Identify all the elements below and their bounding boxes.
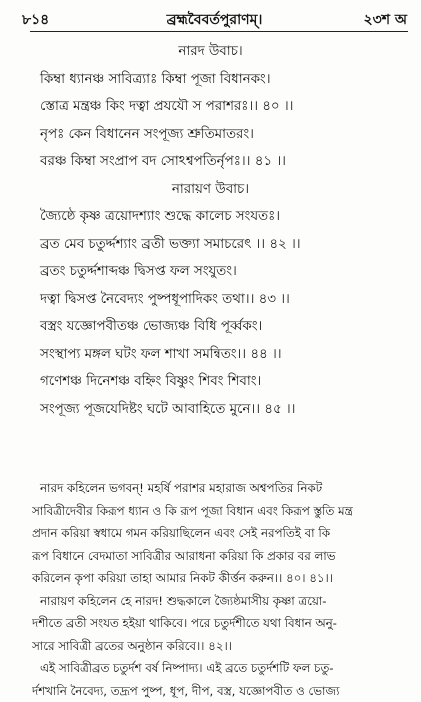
verse-line: বরঞ্চ কিম্বা সংপ্রাপ বদ সোঽশ্বপতির্নৃপঃ।। ৪১ ।। xyxy=(0,148,421,176)
speaker-heading-narayana: নারায়ণ উবাচ। xyxy=(0,176,421,204)
verse-line: সংপূজ্য পূজযেদিষ্টং ঘটে আবাহিতে মুনে।। ৪৫ ।। xyxy=(0,396,421,424)
prose-line: প্রদান করিয়া স্বধামে গমন করিয়াছিলেন এবং সেই নরপতিই বা কি xyxy=(32,522,394,545)
verse-line: জ্যৈষ্ঠে কৃষ্ণ ত্রয়োদশ্যাং শুদ্ধে কালেচ সংযতঃ। xyxy=(0,203,421,231)
verse-line: নৃপঃ কেন বিধানেন সংপূজ্য শ্রুতিমাতরং। xyxy=(0,121,421,149)
prose-line: এই সাবিত্রীব্রত চতুর্দশ বর্ষ নিষ্পাদ্য। এই ব্রতে চতুর্দশটি ফল চতু- xyxy=(32,657,394,680)
page-header xyxy=(22,8,407,30)
prose-line: রূপ বিধানে বেদমাতা সাবিত্রীর আরাধনা করিয়া কি প্রকার বর লাভ xyxy=(32,545,394,568)
prose-line: করিলেন কৃপা করিয়া তাহা আমার নিকট কীর্ত্তন করুন।। ৪০। ৪১।। xyxy=(32,567,394,590)
verse-line: ব্রত মেব চতুর্দ্দশ্যাং ব্রতী ভক্ত্যা সমাচরেৎ ।। ৪২ ।। xyxy=(0,231,421,259)
verse-line: দত্বা দ্বিসপ্ত নৈবেদ্যং পুষ্পধূপাদিকং তথা।। ৪৩ ।। xyxy=(0,286,421,314)
prose-line: দশীতে ব্রতী সংযত হইয়া থাকিবে। পরে চতুর্দশীতে যথা বিধান অনু- xyxy=(32,612,394,635)
prose-line: সাবিত্রীদেবীর কিরূপ ধ্যান ও কি রূপ পূজা বিধান এবং কিরূপ স্তুতি মন্ত্র xyxy=(32,500,394,523)
book-title: ব্রহ্মবৈবর্তপুরাণম্। xyxy=(22,8,407,32)
prose-line: র্দশখানি নৈবেদ্য, তদ্রূপ পুষ্প, ধূপ, দীপ, বস্ত্র, যজ্ঞোপবীত ও ভোজ্য xyxy=(32,680,394,702)
speaker-heading-narada: নারদ উবাচ। xyxy=(0,38,421,66)
verse-line: বস্ত্রং যজ্ঞোপবীতঞ্চ ভোজ্যঞ্চ বিধি পূর্ব্বকং। xyxy=(0,313,421,341)
prose-line: সারে সাবিত্রী ব্রতের অনুষ্ঠান করিবে।। ৪২।। xyxy=(32,635,394,658)
page-number: ৮১৪ xyxy=(22,8,49,32)
prose-line: নারদ কহিলেন ভগবন্! মহর্ষি পরাশর মহারাজ অশ্বপতির নিকট xyxy=(32,477,394,500)
verse-line: কিম্বা ধ্যানঞ্চ সাবিত্র্যাঃ কিম্বা পূজা বিধানকং। xyxy=(0,66,421,94)
verse-line: গণেশঞ্চ দিনেশঞ্চ বহ্নিং বিষ্ণুং শিবং শিবাং। xyxy=(0,368,421,396)
verse-line: স্তোত্র মন্ত্রঞ্চ কিং দত্বা প্রযযৌ স পরাশরঃ।। ৪০ ।। xyxy=(0,93,421,121)
sanskrit-verses xyxy=(0,38,421,423)
prose-line: নারায়ণ কহিলেন হে নারদ! শুদ্ধকালে জ্যৈষ্ঠমাসীয় কৃষ্ণা ত্রয়ো- xyxy=(32,590,394,613)
verse-line: ব্রতং চতুর্দ্দশাব্দঞ্চ দ্বিসপ্ত ফল সংযুতং। xyxy=(0,258,421,286)
bengali-translation xyxy=(32,477,394,702)
chapter-label: ২৩শ অ xyxy=(364,8,408,32)
header-rule xyxy=(30,31,408,32)
verse-line: সংস্থাপ্য মঙ্গল ঘটং ফল শাখা সমন্বিতং।। ৪৪ ।। xyxy=(0,341,421,369)
